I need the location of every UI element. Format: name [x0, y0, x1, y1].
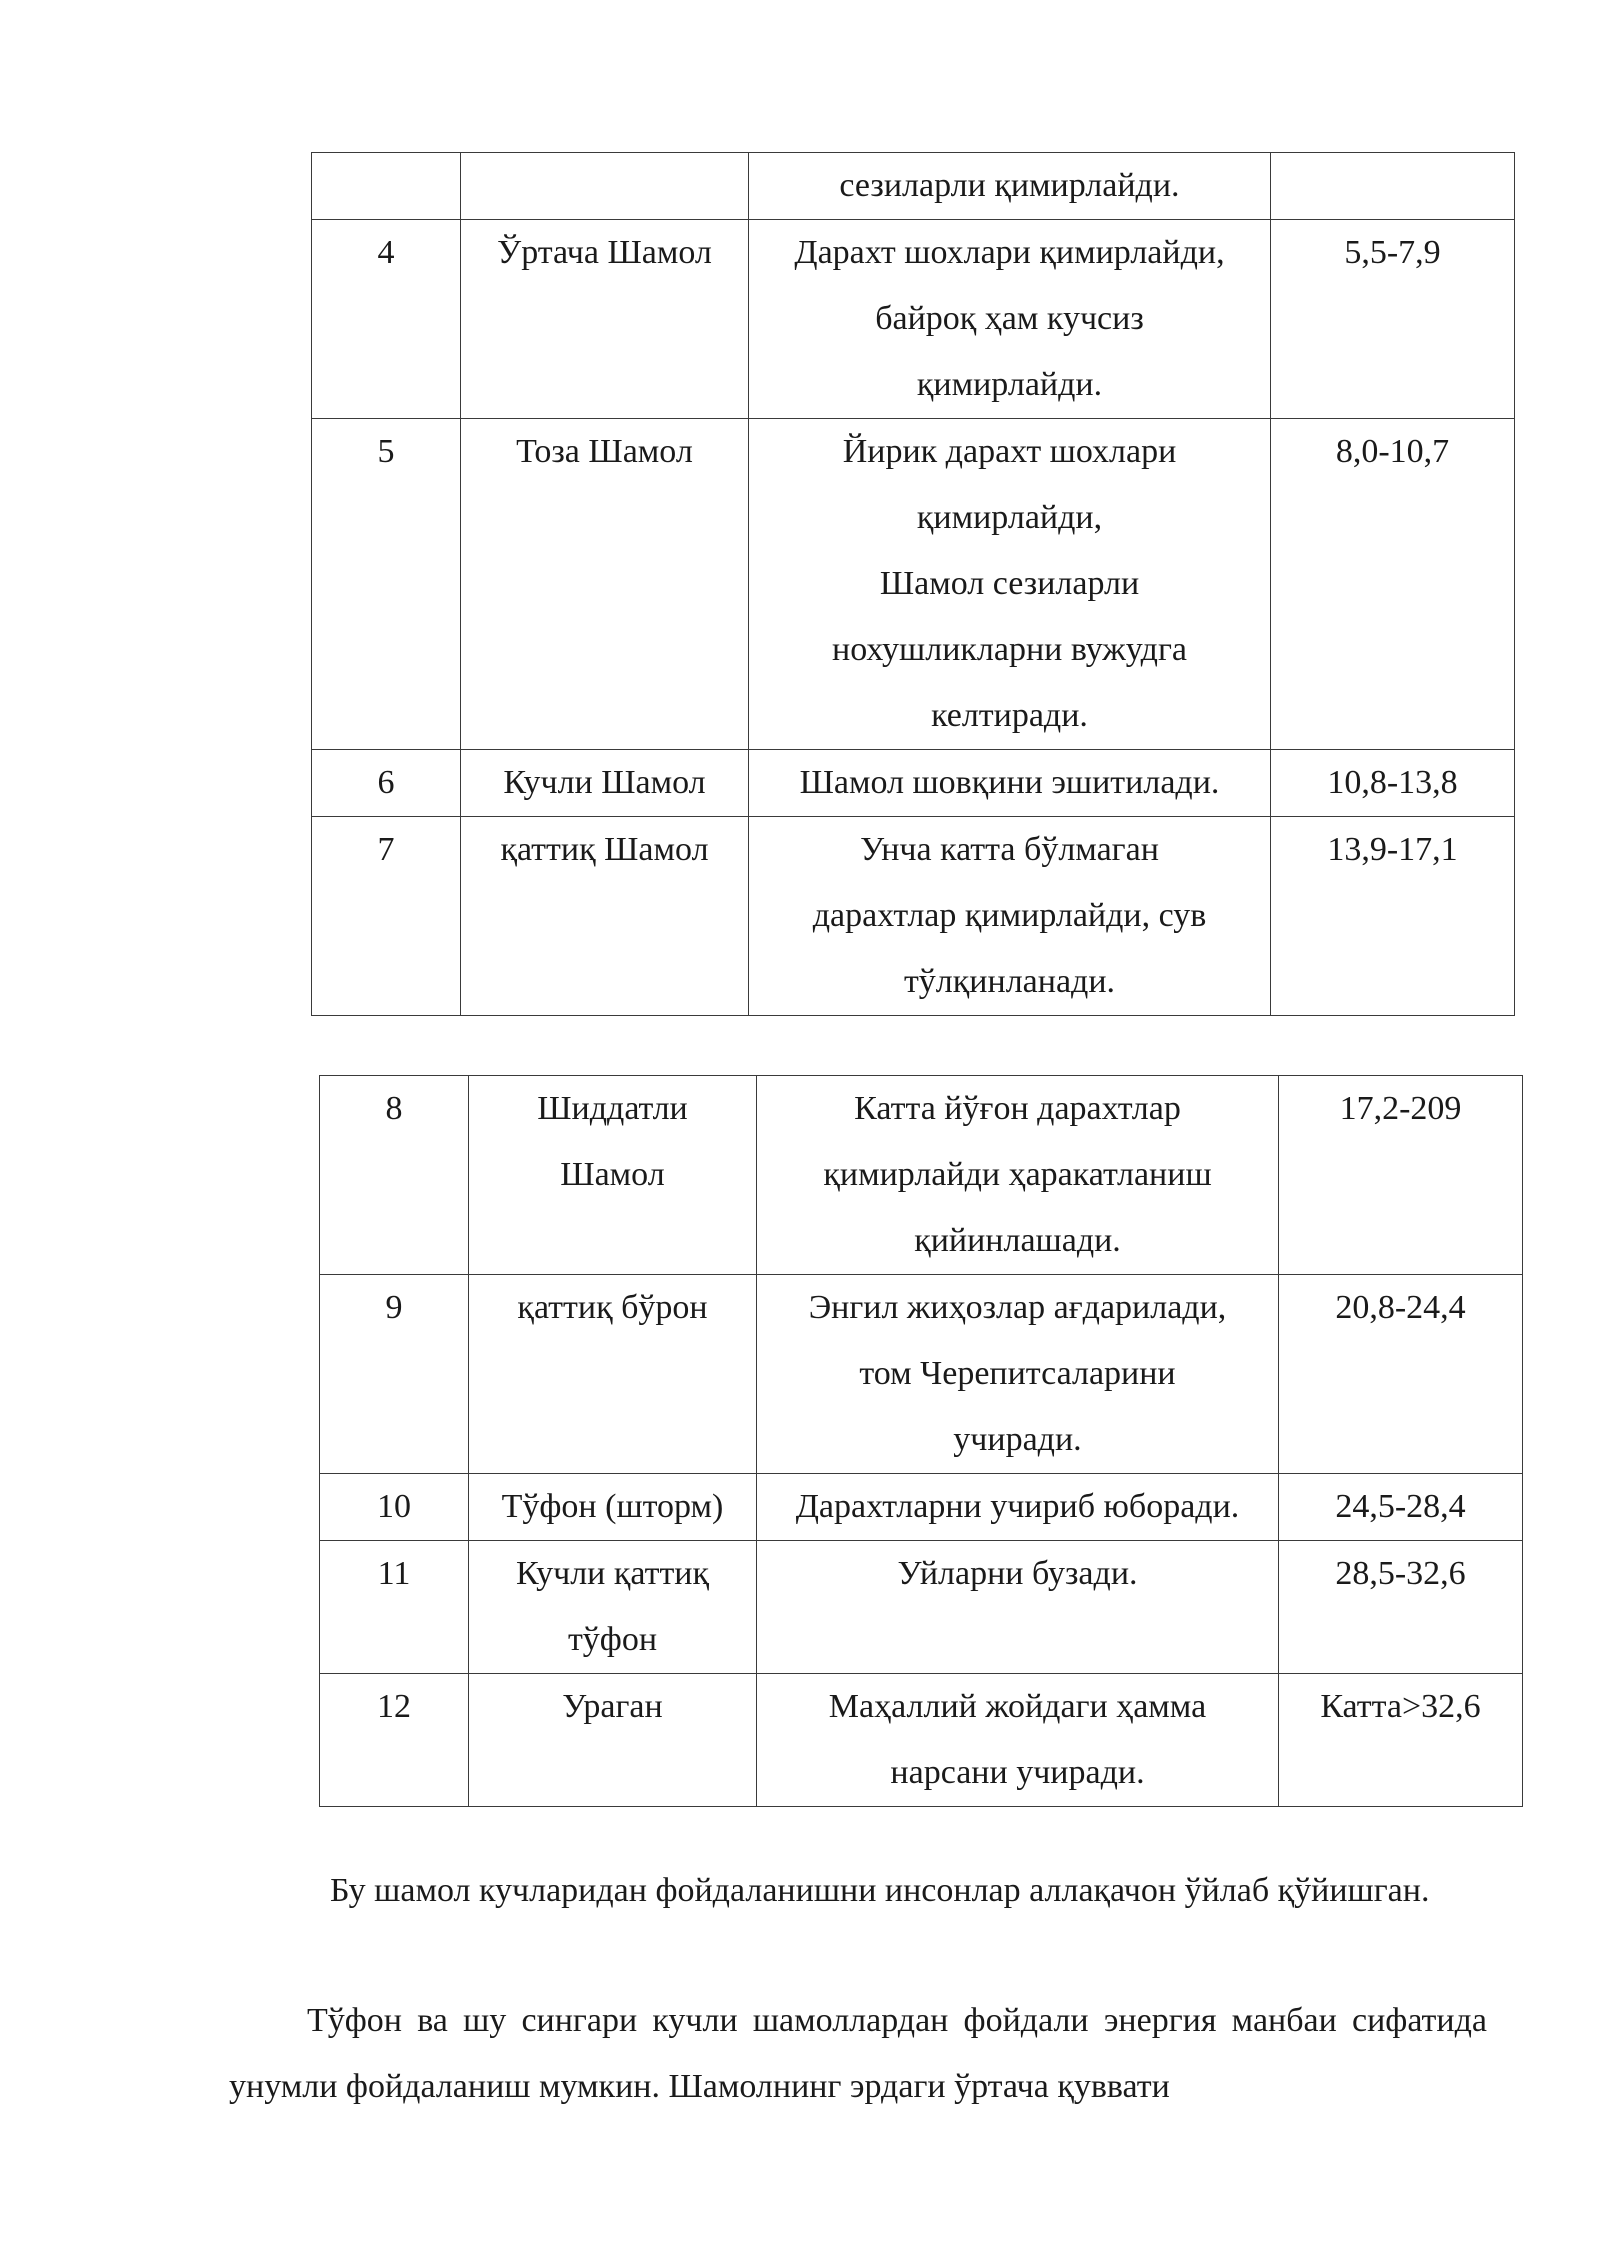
wind-scale-table-continued	[311, 152, 1515, 1016]
wind-speed-cell: 17,2-209	[1279, 1076, 1523, 1275]
wind-name-cell: Шиддатли Шамол	[469, 1076, 757, 1275]
wind-effect-cell: Катта йўғон дарахтлар қимирлайди ҳаракатланиш қийинлашади.	[757, 1076, 1279, 1275]
wind-name-cell: Кучли қаттиқ тўфон	[469, 1541, 757, 1674]
wind-speed-cell: Катта>32,6	[1279, 1674, 1523, 1807]
body-paragraph: Бу шамол кучларидан фойдаланишни инсонлар аллақачон ўйлаб қўйишган.	[330, 1872, 1430, 1909]
wind-effect-cell: Йирик дарахт шохлари қимирлайди, Шамол сезиларли нохушликларни вужудга келтиради.	[749, 419, 1271, 750]
wind-effect-cell: сезиларли қимирлайди.	[749, 153, 1271, 220]
wind-name-cell	[461, 153, 749, 220]
wind-name-cell: Тоза Шамол	[461, 419, 749, 750]
row-number-cell: 4	[312, 220, 461, 419]
table-row	[312, 419, 1515, 750]
table-row	[320, 1541, 1523, 1674]
wind-name-cell: Тўфон (шторм)	[469, 1474, 757, 1541]
wind-effect-cell: Энгил жиҳозлар ағдарилади, том Черепитсаларини учиради.	[757, 1275, 1279, 1474]
row-number-cell: 7	[312, 817, 461, 1016]
row-number-cell: 11	[320, 1541, 469, 1674]
wind-name-cell: қаттиқ бўрон	[469, 1275, 757, 1474]
row-number-cell: 6	[312, 750, 461, 817]
row-number-cell: 9	[320, 1275, 469, 1474]
table-row	[312, 220, 1515, 419]
wind-speed-cell: 20,8-24,4	[1279, 1275, 1523, 1474]
table-row	[312, 153, 1515, 220]
wind-effect-cell: Уйларни бузади.	[757, 1541, 1279, 1674]
wind-effect-cell: Унча катта бўлмаган дарахтлар қимирлайди, сув тўлқинланади.	[749, 817, 1271, 1016]
wind-speed-cell: 24,5-28,4	[1279, 1474, 1523, 1541]
row-number-cell: 8	[320, 1076, 469, 1275]
wind-speed-cell: 13,9-17,1	[1271, 817, 1515, 1016]
wind-name-cell: Кучли Шамол	[461, 750, 749, 817]
table-row	[312, 817, 1515, 1016]
wind-name-cell: Ўртача Шамол	[461, 220, 749, 419]
row-number-cell: 5	[312, 419, 461, 750]
table-row	[320, 1674, 1523, 1807]
body-paragraph: Тўфон ва шу сингари кучли шамоллардан фойдали энергия манбаи сифатида унумли фойдаланиш мумкин. Шамолнинг эрдаги ўртача қуввати	[229, 2002, 1487, 2105]
row-number-cell	[312, 153, 461, 220]
wind-speed-cell: 28,5-32,6	[1279, 1541, 1523, 1674]
table-row	[320, 1474, 1523, 1541]
table-row	[312, 750, 1515, 817]
wind-effect-cell: Дарахт шохлари қимирлайди, байроқ ҳам кучсиз қимирлайди.	[749, 220, 1271, 419]
table-row	[320, 1275, 1523, 1474]
wind-effect-cell: Дарахтларни учириб юборади.	[757, 1474, 1279, 1541]
wind-speed-cell: 5,5-7,9	[1271, 220, 1515, 419]
row-number-cell: 10	[320, 1474, 469, 1541]
row-number-cell: 12	[320, 1674, 469, 1807]
wind-name-cell: қаттиқ Шамол	[461, 817, 749, 1016]
wind-effect-cell: Шамол шовқини эшитилади.	[749, 750, 1271, 817]
table-row	[320, 1076, 1523, 1275]
wind-speed-cell: 8,0-10,7	[1271, 419, 1515, 750]
wind-speed-cell	[1271, 153, 1515, 220]
wind-scale-table-part-2	[319, 1075, 1523, 1807]
wind-speed-cell: 10,8-13,8	[1271, 750, 1515, 817]
wind-name-cell: Ураган	[469, 1674, 757, 1807]
wind-effect-cell: Маҳаллий жойдаги ҳамма нарсани учиради.	[757, 1674, 1279, 1807]
